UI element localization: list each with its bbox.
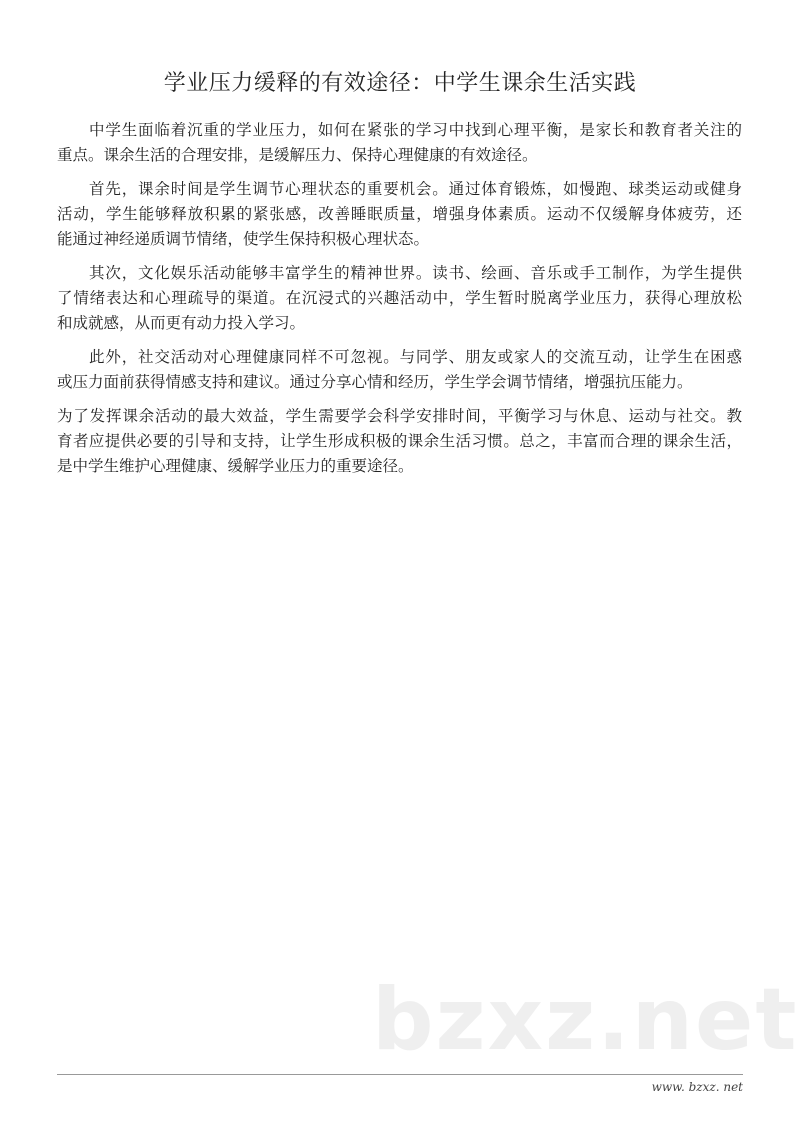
text-line: 其次，文化娱乐活动能够丰富学生的精神世界。读书、绘画、音乐或手工制作，为学生提供 <box>89 264 742 282</box>
paragraph-culture <box>57 261 742 336</box>
text-line: 育者应提供必要的引导和支持，让学生形成积极的课余生活习惯。总之，丰富而合理的课余生活， <box>57 432 742 450</box>
text-line: 是中学生维护心理健康、缓解学业压力的重要途径。 <box>57 457 414 475</box>
text-line: 此外，社交活动对心理健康同样不可忽视。与同学、朋友或家人的交流互动，让学生在困惑 <box>89 348 742 366</box>
text-line: 能通过神经递质调节情绪，使学生保持积极心理状态。 <box>57 230 430 248</box>
text-line: 为了发挥课余活动的最大效益，学生需要学会科学安排时间，平衡学习与休息、运动与社交。教 <box>57 407 742 425</box>
paragraph-intro <box>57 118 742 168</box>
text-line: 首先，课余时间是学生调节心理状态的重要机会。通过体育锻炼，如慢跑、球类运动或健身 <box>89 180 742 198</box>
paragraph-social <box>57 345 742 395</box>
text-line: 重点。课余生活的合理安排，是缓解压力、保持心理健康的有效途径。 <box>57 146 538 164</box>
paragraph-sports <box>57 177 742 252</box>
text-line: 了情绪表达和心理疏导的渠道。在沉浸式的兴趣活动中，学生暂时脱离学业压力，获得心理放松 <box>57 289 742 307</box>
watermark: bzxz.net <box>372 970 799 1070</box>
text-line: 和成就感，从而更有动力投入学习。 <box>57 314 306 332</box>
text-line: 活动，学生能够释放积累的紧张感，改善睡眠质量，增强身体素质。运动不仅缓解身体疲劳，还 <box>57 205 742 223</box>
text-line: 或压力面前获得情感支持和建议。通过分享心情和经历，学生学会调节情绪，增强抗压能力。 <box>57 373 693 391</box>
footer-url: www. bzxz. net <box>651 1080 743 1094</box>
text-line: 中学生面临着沉重的学业压力，如何在紧张的学习中找到心理平衡，是家长和教育者关注的 <box>89 121 742 139</box>
document-title: 学业压力缓释的有效途径：中学生课余生活实践 <box>163 71 637 96</box>
document-body <box>57 118 742 488</box>
paragraph-conclusion <box>57 404 742 479</box>
footer-divider <box>57 1074 743 1075</box>
